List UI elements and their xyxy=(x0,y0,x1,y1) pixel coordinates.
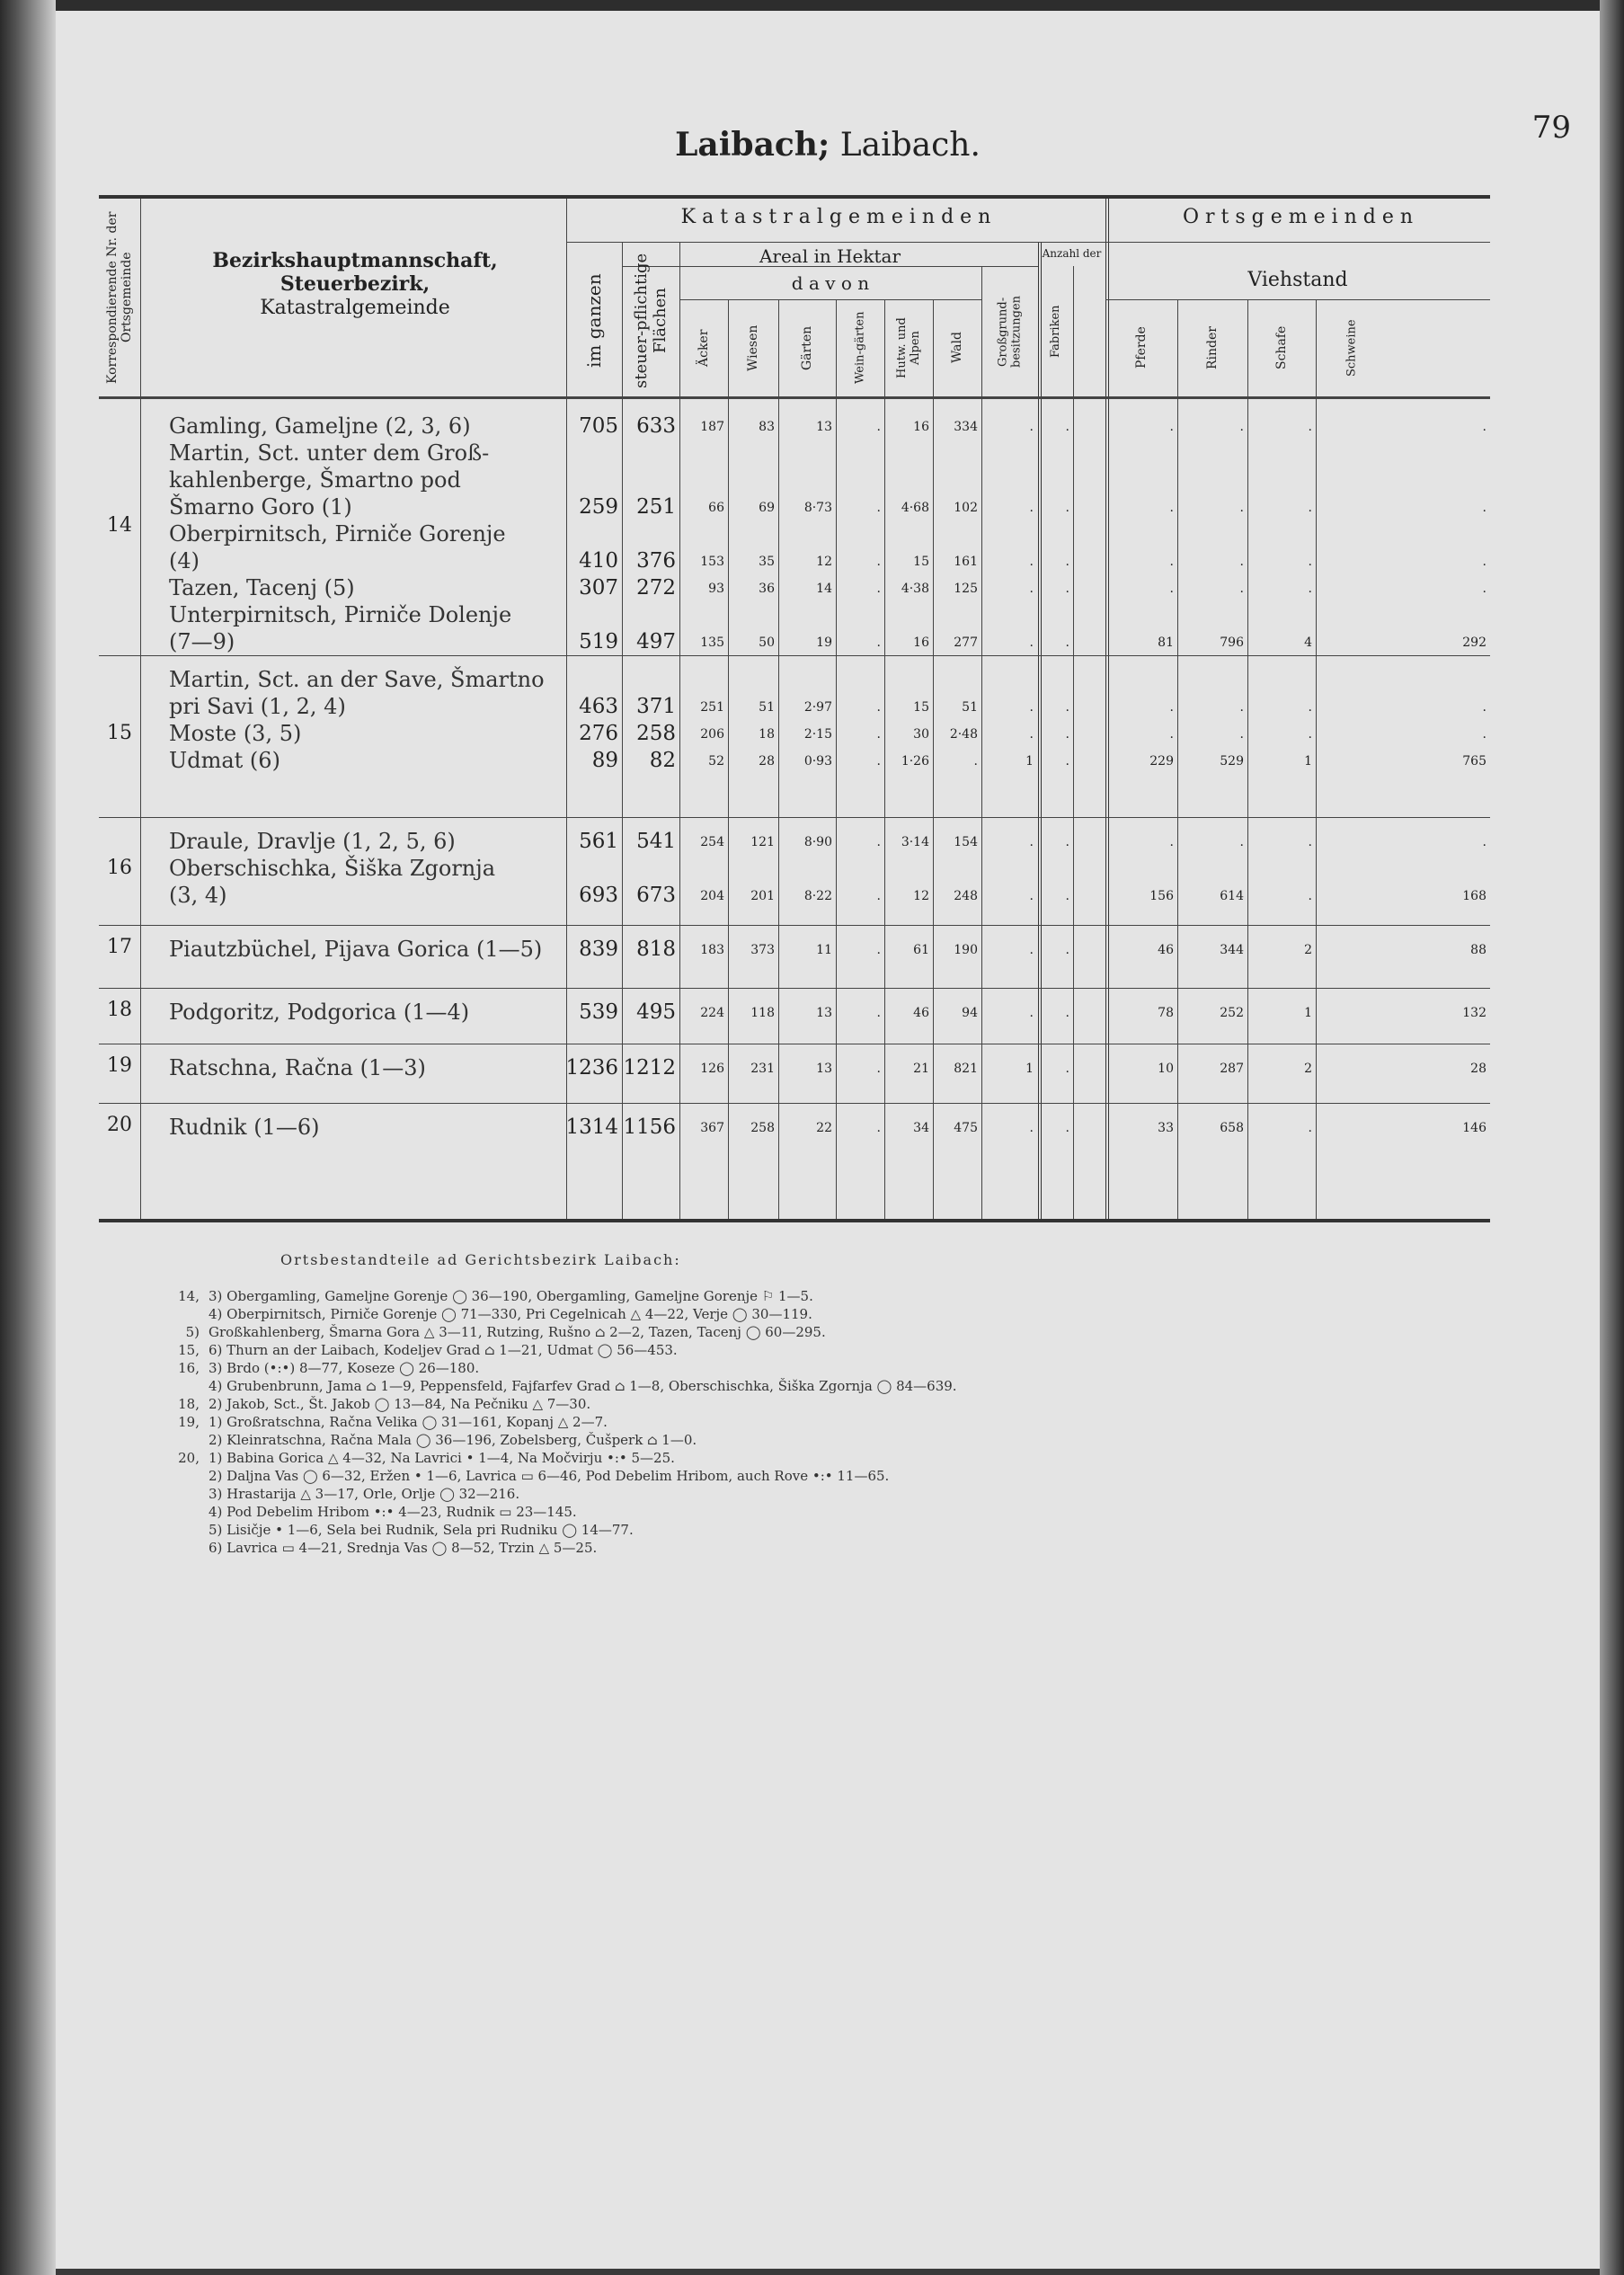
table-cell: . xyxy=(1065,420,1069,434)
table-cell: 8·22 xyxy=(803,889,832,903)
table-cell: 13 xyxy=(816,1062,832,1076)
table-cell: 410 xyxy=(579,549,618,573)
katastralgemeinde-name: Oberpirnitsch, Pirniče Gorenje xyxy=(169,521,506,547)
table-cell: 821 xyxy=(954,1062,978,1076)
table-cell: . xyxy=(1308,727,1312,742)
table-cell: 14 xyxy=(816,582,832,596)
table-cell: 463 xyxy=(579,695,618,718)
table-cell: 135 xyxy=(700,635,724,650)
table-cell: 36 xyxy=(759,582,775,596)
table-cell: 818 xyxy=(636,938,676,961)
table-cell: . xyxy=(1029,889,1034,903)
table-cell: . xyxy=(1029,700,1034,715)
table-cell: . xyxy=(1029,582,1034,596)
table-cell: 11 xyxy=(816,943,832,957)
table-cell: . xyxy=(1482,501,1486,515)
table-cell: 1 xyxy=(1304,1006,1312,1020)
table-cell: . xyxy=(876,420,881,434)
table-cell: . xyxy=(876,555,881,569)
footnote-line: 2) Daljna Vas ◯ 6—32, Eržen • 1—6, Lavrica ▭ 6—46, Pod Debelim Hribom, auch Rove •:• 11—65. xyxy=(209,1468,890,1484)
table-cell: . xyxy=(1239,835,1244,849)
table-cell: . xyxy=(1169,501,1174,515)
katastralgemeinde-name: Ratschna, Račna (1—3) xyxy=(169,1055,426,1080)
group-number: 17 xyxy=(107,936,132,958)
table-cell: . xyxy=(1308,835,1312,849)
col-hutweiden: Hutw. und Alpen xyxy=(895,317,922,378)
table-cell: 190 xyxy=(954,943,978,957)
footnote-line: 3) Hrastarija △ 3—17, Orle, Orlje ◯ 32—216. xyxy=(209,1486,520,1502)
group-number: 19 xyxy=(107,1054,132,1077)
col-weingaerten: Wein-gärten xyxy=(853,311,867,385)
table-cell: . xyxy=(876,889,881,903)
table-cell: 307 xyxy=(579,576,618,600)
table-cell: 292 xyxy=(1462,635,1486,650)
table-cell: 495 xyxy=(636,1000,676,1024)
table-cell: . xyxy=(1065,1006,1069,1020)
table-cell: 272 xyxy=(636,576,676,600)
col-im-ganzen: im ganzen xyxy=(583,273,605,369)
table-cell: 16 xyxy=(913,635,929,650)
katastralgemeinde-name: kahlenberge, Šmartno pod xyxy=(169,467,461,493)
table-cell: . xyxy=(1065,700,1069,715)
table-cell: . xyxy=(1169,420,1174,434)
katastralgemeinde-name: Moste (3, 5) xyxy=(169,721,302,746)
group-number: 14 xyxy=(107,514,132,537)
table-cell: 539 xyxy=(579,1000,618,1024)
header-nr: Korrespondierende Nr. der Ortsgemeinde xyxy=(105,211,134,384)
table-cell: 475 xyxy=(954,1121,978,1135)
table-cell: . xyxy=(1308,582,1312,596)
table-cell: . xyxy=(1029,501,1034,515)
footnote-line: 5) Lisičje • 1—6, Sela bei Rudnik, Sela pri Rudniku ◯ 14—77. xyxy=(209,1522,634,1538)
table-cell: . xyxy=(876,727,881,742)
table-cell: 373 xyxy=(750,943,775,957)
table-cell: 259 xyxy=(579,495,618,519)
scan-right-edge xyxy=(1600,0,1624,2275)
footnotes-title: Ortsbestandteile ad Gerichtsbezirk Laibach: xyxy=(280,1251,681,1268)
katastralgemeinde-name: (7—9) xyxy=(169,629,235,654)
table-cell: 276 xyxy=(579,722,618,745)
table-cell: 28 xyxy=(1470,1062,1486,1076)
table-cell: . xyxy=(1065,727,1069,742)
table-cell: . xyxy=(1308,1121,1312,1135)
page xyxy=(56,11,1600,2269)
table-cell: 50 xyxy=(759,635,775,650)
table-cell: 2·97 xyxy=(803,700,832,715)
table-cell: . xyxy=(1169,555,1174,569)
table-cell: 35 xyxy=(759,555,775,569)
table-cell: 4·38 xyxy=(901,582,929,596)
table-cell: 258 xyxy=(750,1121,775,1135)
table-cell: . xyxy=(1239,700,1244,715)
table-cell: 344 xyxy=(1220,943,1244,957)
col-fabriken: Fabriken xyxy=(1049,305,1062,359)
table-cell: 839 xyxy=(579,938,618,961)
katastralgemeinde-name: (3, 4) xyxy=(169,883,227,908)
table-cell: . xyxy=(876,1006,881,1020)
group-number: 20 xyxy=(107,1114,132,1136)
table-cell: . xyxy=(1065,1121,1069,1135)
table-cell: 1212 xyxy=(623,1056,676,1080)
table-cell: 187 xyxy=(700,420,724,434)
table-cell: 46 xyxy=(1158,943,1174,957)
table-cell: 519 xyxy=(579,630,618,653)
katastralgemeinde-name: Tazen, Tacenj (5) xyxy=(169,575,355,600)
table-cell: . xyxy=(1482,700,1486,715)
table-cell: 88 xyxy=(1470,943,1486,957)
table-cell: 251 xyxy=(636,495,676,519)
table-cell: 118 xyxy=(750,1006,775,1020)
table-cell: 4 xyxy=(1304,635,1312,650)
table-cell: 1 xyxy=(1025,1062,1034,1076)
table-cell: . xyxy=(876,754,881,769)
col-wiesen: Wiesen xyxy=(746,324,760,371)
footnote-line: 4) Oberpirnitsch, Pirniče Gorenje ◯ 71—330, Pri Cegelnicah △ 4—22, Verje ◯ 30—119. xyxy=(209,1306,812,1322)
table-cell: 19 xyxy=(816,635,832,650)
table-cell: . xyxy=(876,700,881,715)
table-cell: 15 xyxy=(913,555,929,569)
table-cell: 633 xyxy=(636,414,676,438)
table-cell: . xyxy=(876,943,881,957)
col-wald: Wald xyxy=(950,332,964,364)
table-cell: . xyxy=(1482,727,1486,742)
table-cell: . xyxy=(1065,555,1069,569)
table-cell: 201 xyxy=(750,889,775,903)
table-cell: 1 xyxy=(1304,754,1312,769)
katastralgemeinde-name: Rudnik (1—6) xyxy=(169,1115,320,1140)
group-number: 15 xyxy=(107,722,132,744)
table-cell: . xyxy=(1169,727,1174,742)
table-cell: . xyxy=(1029,835,1034,849)
col-schweine: Schweine xyxy=(1344,319,1359,377)
table-cell: . xyxy=(1308,420,1312,434)
header-anzahl: Anzahl der xyxy=(1042,247,1102,260)
table-cell: 156 xyxy=(1149,889,1174,903)
table-cell: 81 xyxy=(1158,635,1174,650)
katastralgemeinde-name: Šmarno Goro (1) xyxy=(169,494,352,520)
header-viehstand: Viehstand xyxy=(1247,269,1348,291)
table-cell: . xyxy=(973,754,978,769)
table-cell: 78 xyxy=(1158,1006,1174,1020)
scan-top-edge xyxy=(0,0,1624,11)
table-cell: 1156 xyxy=(623,1115,676,1139)
table-cell: 376 xyxy=(636,549,676,573)
table-cell: . xyxy=(1065,582,1069,596)
table-cell: 10 xyxy=(1158,1062,1174,1076)
table-cell: 673 xyxy=(636,884,676,907)
table-cell: . xyxy=(1308,555,1312,569)
table-cell: . xyxy=(876,835,881,849)
table-cell: . xyxy=(1065,501,1069,515)
header-ortsgemeinden: O r t s g e m e i n d e n xyxy=(1182,206,1414,228)
table-cell: . xyxy=(1029,943,1034,957)
table-cell: . xyxy=(1239,555,1244,569)
table-cell: 183 xyxy=(700,943,724,957)
table-cell: . xyxy=(876,582,881,596)
table-cell: 206 xyxy=(700,727,724,742)
katastralgemeinde-name: pri Savi (1, 2, 4) xyxy=(169,694,346,719)
col-pferde: Pferde xyxy=(1134,326,1149,369)
table-cell: 22 xyxy=(816,1121,832,1135)
katastralgemeinde-name: Draule, Dravlje (1, 2, 5, 6) xyxy=(169,829,456,854)
col-steuerpflichtig: steuer-pflichtige Flächen xyxy=(632,253,670,389)
katastralgemeinde-name: Piautzbüchel, Pijava Gorica (1—5) xyxy=(169,937,543,962)
table-cell: 51 xyxy=(962,700,978,715)
table-cell: . xyxy=(1029,555,1034,569)
table-cell: 254 xyxy=(700,835,724,849)
table-cell: 231 xyxy=(750,1062,775,1076)
table-cell: 28 xyxy=(759,754,775,769)
table-cell: 51 xyxy=(759,700,775,715)
table-cell: . xyxy=(1065,835,1069,849)
table-cell: 69 xyxy=(759,501,775,515)
table-cell: 541 xyxy=(636,830,676,853)
table-cell: 248 xyxy=(954,889,978,903)
table-cell: 0·93 xyxy=(803,754,832,769)
col-schafe: Schafe xyxy=(1274,325,1289,370)
table-cell: 251 xyxy=(700,700,724,715)
table-cell: 497 xyxy=(636,630,676,653)
col-gaerten: Gärten xyxy=(800,325,814,370)
katastralgemeinde-name: Unterpirnitsch, Pirniče Dolenje xyxy=(169,602,512,627)
table-cell: . xyxy=(1482,555,1486,569)
table-cell: 371 xyxy=(636,695,676,718)
col-grossgrund: Großgrund-besitzungen xyxy=(996,295,1024,369)
footnote-line: 5) Großkahlenberg, Šmarna Gora △ 3—11, Rutzing, Rušno ⌂ 2—2, Tazen, Tacenj ◯ 60—295. xyxy=(185,1324,826,1340)
table-cell: 52 xyxy=(708,754,724,769)
table-cell: 229 xyxy=(1149,754,1174,769)
footnote-line: 20, 1) Babina Gorica △ 4—32, Na Lavrici • 1—4, Na Močvirju •:• 5—25. xyxy=(178,1450,675,1466)
table-cell: 12 xyxy=(816,555,832,569)
table-cell: . xyxy=(1029,1006,1034,1020)
table-cell: 12 xyxy=(913,889,929,903)
table-cell: 614 xyxy=(1220,889,1244,903)
table-cell: 146 xyxy=(1462,1121,1486,1135)
table-cell: 82 xyxy=(649,749,676,772)
table-cell: 334 xyxy=(954,420,978,434)
table-cell: . xyxy=(1239,582,1244,596)
table-cell: 258 xyxy=(636,722,676,745)
table-cell: . xyxy=(1065,889,1069,903)
header-katastralgemeinden: K a t a s t r a l g e m e i n d e n xyxy=(680,206,991,228)
table-cell: 4·68 xyxy=(901,501,929,515)
katastralgemeinde-name: (4) xyxy=(169,548,200,573)
table-cell: 94 xyxy=(962,1006,978,1020)
footnote-line: 18, 2) Jakob, Sct., Št. Jakob ◯ 13—84, Na Pečniku △ 7—30. xyxy=(178,1396,591,1412)
table-cell: 168 xyxy=(1462,889,1486,903)
table-cell: . xyxy=(1065,1062,1069,1076)
table-cell: . xyxy=(1065,635,1069,650)
table-cell: . xyxy=(876,635,881,650)
table-cell: 8·90 xyxy=(803,835,832,849)
table-cell: 224 xyxy=(700,1006,724,1020)
table-cell: 1 xyxy=(1025,754,1034,769)
table-cell: 796 xyxy=(1220,635,1244,650)
table-cell: 18 xyxy=(759,727,775,742)
group-number: 16 xyxy=(107,857,132,879)
table-cell: . xyxy=(1482,835,1486,849)
table-cell: . xyxy=(1308,889,1312,903)
table-cell: 161 xyxy=(954,555,978,569)
table-cell: . xyxy=(1239,727,1244,742)
table-cell: . xyxy=(876,501,881,515)
table-cell: 561 xyxy=(579,830,618,853)
katastralgemeinde-name: Udmat (6) xyxy=(169,748,280,773)
table-cell: . xyxy=(1169,582,1174,596)
table-cell: . xyxy=(1029,727,1034,742)
footnote-line: 16, 3) Brdo (•:•) 8—77, Koseze ◯ 26—180. xyxy=(178,1360,480,1376)
header-area: Areal in Hektar xyxy=(759,245,901,267)
katastralgemeinde-name: Martin, Sct. an der Save, Šmartno xyxy=(169,667,545,692)
table-cell: 1314 xyxy=(565,1115,618,1139)
table-cell: 13 xyxy=(816,1006,832,1020)
table-cell: 2·48 xyxy=(949,727,978,742)
col-rinder: Rinder xyxy=(1205,326,1220,369)
footnote-line: 2) Kleinratschna, Račna Mala ◯ 36—196, Zobelsberg, Čušperk ⌂ 1—0. xyxy=(209,1432,697,1448)
table-cell: 61 xyxy=(913,943,929,957)
katastralgemeinde-name: Gamling, Gameljne (2, 3, 6) xyxy=(169,413,471,439)
table-cell: 2·15 xyxy=(803,727,832,742)
footnote-line: 19, 1) Großratschna, Račna Velika ◯ 31—161, Kopanj △ 2—7. xyxy=(178,1414,608,1430)
table-cell: 3·14 xyxy=(901,835,929,849)
page-title: Laibach; Laibach. xyxy=(675,126,981,164)
table-cell: . xyxy=(1482,582,1486,596)
table-cell: 153 xyxy=(700,555,724,569)
table-cell: 705 xyxy=(579,414,618,438)
table-cell: . xyxy=(1169,700,1174,715)
table-cell: 658 xyxy=(1220,1121,1244,1135)
table-cell: . xyxy=(1239,501,1244,515)
table-cell: 2 xyxy=(1304,943,1312,957)
table-cell: 102 xyxy=(954,501,978,515)
footnote-line: 15, 6) Thurn an der Laibach, Kodeljev Grad ⌂ 1—21, Udmat ◯ 56—453. xyxy=(178,1342,678,1358)
page-number: 79 xyxy=(1531,110,1571,146)
table-cell: . xyxy=(1029,635,1034,650)
table-cell: . xyxy=(1239,420,1244,434)
table-cell: 21 xyxy=(913,1062,929,1076)
table-cell: . xyxy=(1065,943,1069,957)
group-number: 18 xyxy=(107,999,132,1021)
katastralgemeinde-name: Oberschischka, Šiška Zgornja xyxy=(169,856,496,881)
table-cell: 126 xyxy=(700,1062,724,1076)
table-cell: 2 xyxy=(1304,1062,1312,1076)
table-cell: . xyxy=(1308,501,1312,515)
table-cell: 367 xyxy=(700,1121,724,1135)
table-cell: 1236 xyxy=(565,1056,618,1080)
table-cell: 693 xyxy=(579,884,618,907)
header-davon: d a v o n xyxy=(791,272,870,294)
table-cell: . xyxy=(1308,700,1312,715)
table-cell: 1·26 xyxy=(901,754,929,769)
table-cell: 16 xyxy=(913,420,929,434)
table-cell: . xyxy=(1065,754,1069,769)
table-cell: 66 xyxy=(708,501,724,515)
footnote-line: 14, 3) Obergamling, Gameljne Gorenje ◯ 36—190, Obergamling, Gameljne Gorenje ⚐ 1—5. xyxy=(178,1288,813,1304)
table-cell: 132 xyxy=(1462,1006,1486,1020)
table-cell: 287 xyxy=(1220,1062,1244,1076)
table-cell: 83 xyxy=(759,420,775,434)
table-cell: 46 xyxy=(913,1006,929,1020)
table-cell: . xyxy=(876,1121,881,1135)
table-cell: 8·73 xyxy=(803,501,832,515)
footnote-line: 4) Pod Debelim Hribom •:• 4—23, Rudnik ▭ 23—145. xyxy=(209,1504,577,1520)
table-cell: 252 xyxy=(1220,1006,1244,1020)
table-cell: 121 xyxy=(750,835,775,849)
footnotes xyxy=(146,1251,1494,1557)
col-aecker: Äcker xyxy=(697,329,711,367)
table-cell: . xyxy=(1169,835,1174,849)
table-cell: 125 xyxy=(954,582,978,596)
footnote-line: 6) Lavrica ▭ 4—21, Srednja Vas ◯ 8—52, Trzin △ 5—25. xyxy=(209,1540,598,1556)
table-cell: 93 xyxy=(708,582,724,596)
table-cell: 13 xyxy=(816,420,832,434)
table-cell: 34 xyxy=(913,1121,929,1135)
header-district: Bezirkshauptmannschaft, Steuerbezirk, Katastralgemeinde xyxy=(212,249,498,319)
table-cell: 765 xyxy=(1462,754,1486,769)
table-cell: . xyxy=(1029,1121,1034,1135)
table-cell: 30 xyxy=(913,727,929,742)
table-cell: . xyxy=(1482,420,1486,434)
table-cell: . xyxy=(1029,420,1034,434)
katastralgemeinde-name: Podgoritz, Podgorica (1—4) xyxy=(169,1000,470,1025)
katastralgemeinde-name: Martin, Sct. unter dem Groß- xyxy=(169,440,490,466)
table-cell: 529 xyxy=(1220,754,1244,769)
table-cell: 204 xyxy=(700,889,724,903)
table-cell: 277 xyxy=(954,635,978,650)
table-cell: 33 xyxy=(1158,1121,1174,1135)
table-cell: 15 xyxy=(913,700,929,715)
footnote-line: 4) Grubenbrunn, Jama ⌂ 1—9, Peppensfeld, Fajfarfev Grad ⌂ 1—8, Oberschischka, Šiška Zgornja ◯ 84—639. xyxy=(209,1378,957,1394)
book-spine xyxy=(0,0,56,2275)
statistics-table xyxy=(99,195,1490,1222)
table-cell: . xyxy=(876,1062,881,1076)
table-cell: 154 xyxy=(954,835,978,849)
table-cell: 89 xyxy=(591,749,618,772)
